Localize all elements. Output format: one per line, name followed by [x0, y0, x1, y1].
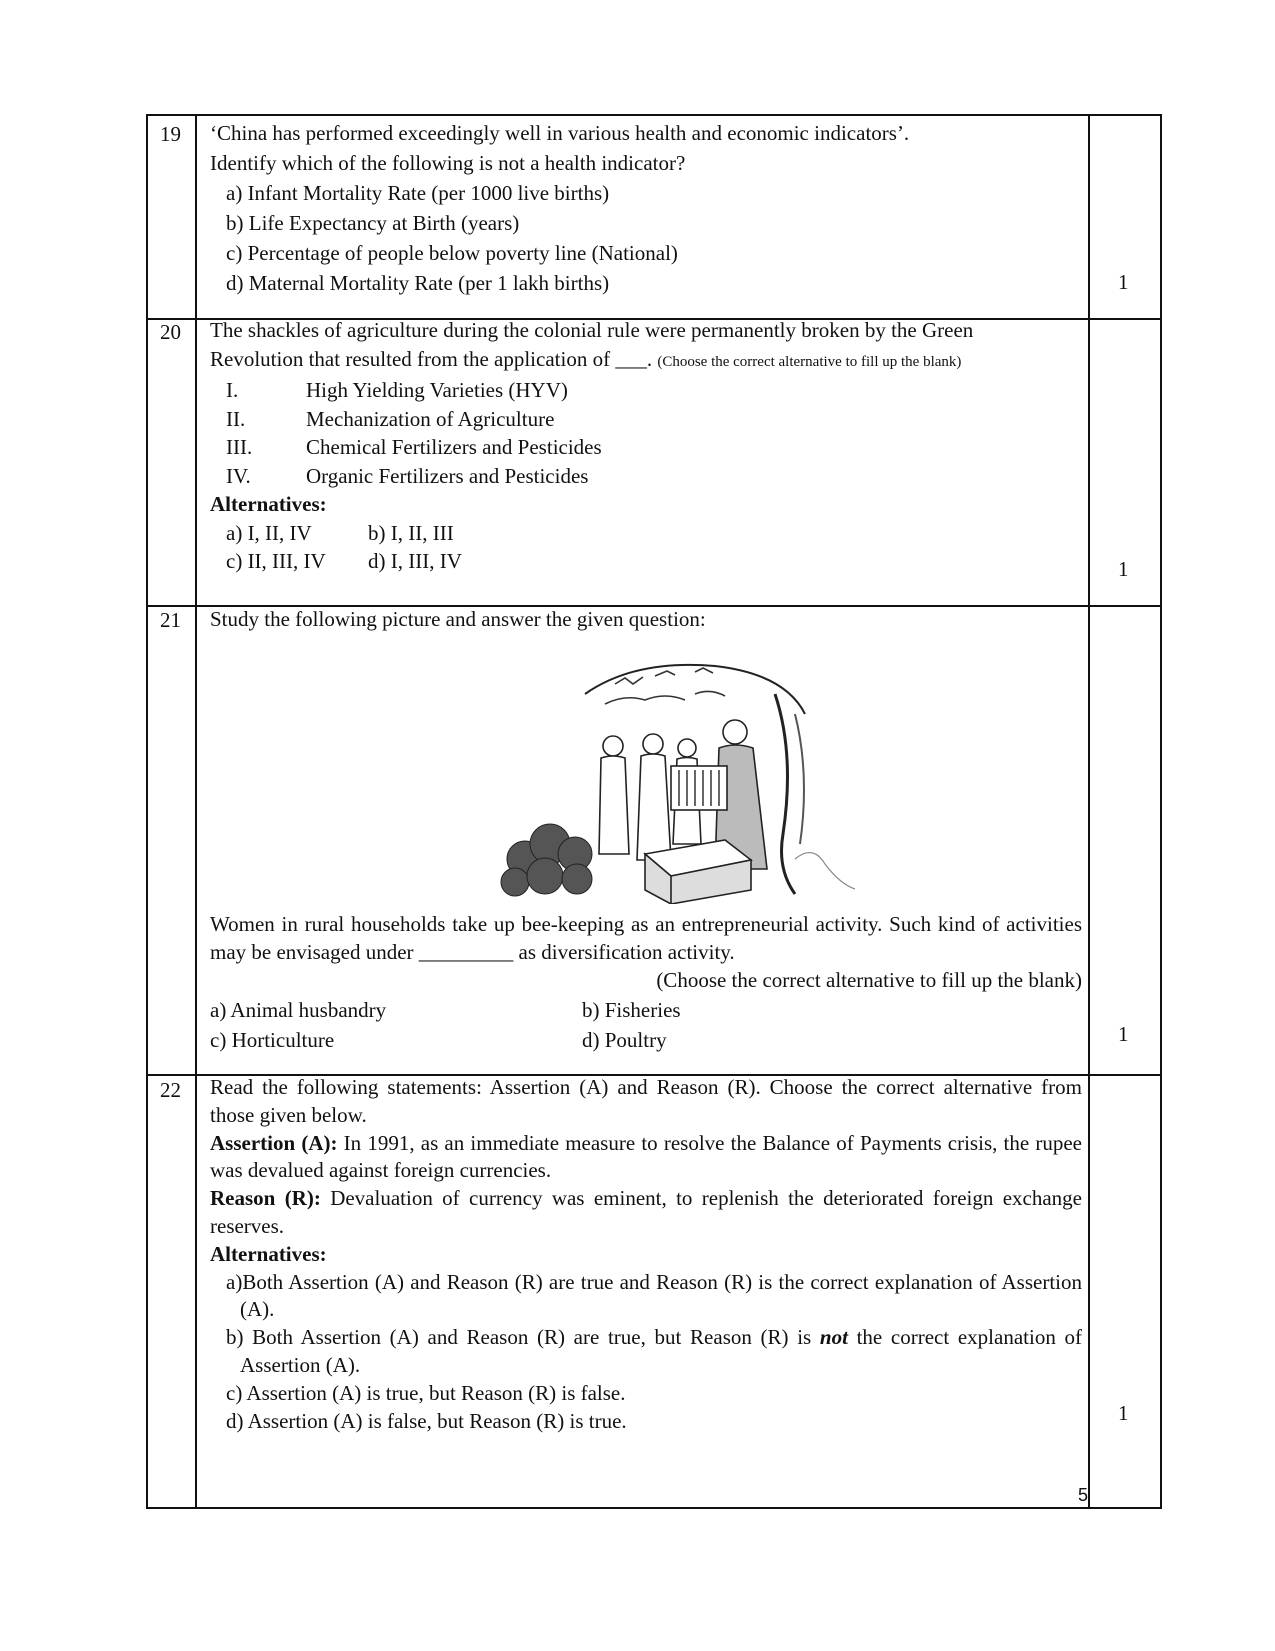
alternatives-row: a) I, II, IV b) I, II, III	[226, 520, 454, 545]
question-stem: Identify which of the following is not a health indicator?	[210, 151, 686, 175]
option-d: d) Maternal Mortality Rate (per 1 lakh births)	[226, 271, 610, 295]
marks: 1	[1118, 1022, 1129, 1046]
option-a: a)Both Assertion (A) and Reason (R) are true and Reason (R) is the correct explanation of Assertion (A).	[226, 1269, 1082, 1322]
option-c: c) Percentage of people below poverty line (National)	[226, 241, 678, 265]
question-stem: ‘China has performed exceedingly well in various health and economic indicators’.	[210, 121, 910, 145]
question-21	[210, 910, 1082, 1054]
alternatives-heading: Alternatives:	[210, 492, 327, 516]
marks: 1	[1118, 557, 1129, 581]
question-stem: Revolution that resulted from the application of ___.	[210, 346, 658, 371]
question-passage: Women in rural households take up bee-keeping as an entrepreneurial activity. Such kind of activities may be envisaged under _________ as diversification activity.	[210, 912, 1082, 964]
question-stem: Study the following picture and answer the given question:	[210, 607, 706, 631]
option-c: c) Assertion (A) is true, but Reason (R) is false.	[226, 1380, 626, 1405]
page-number: 5	[1078, 1485, 1089, 1505]
options-row	[210, 1026, 1082, 1054]
instruction-note: (Choose the correct alternative to fill up the blank)	[656, 968, 1082, 992]
question-number: 21	[160, 608, 181, 632]
option-b: b) Life Expectancy at Birth (years)	[226, 211, 520, 235]
option-c: c) Horticulture	[210, 1028, 335, 1052]
bee-keeping-illustration	[495, 654, 875, 904]
question-number: 22	[160, 1078, 181, 1102]
question-number: 20	[160, 320, 181, 344]
assertion: Assertion (A): In 1991, as an immediate measure to resolve the Balance of Payments crisis, the rupee was devalued against foreign currencies.	[210, 1130, 1082, 1183]
options-row	[210, 996, 1082, 1024]
marks: 1	[1118, 1401, 1129, 1425]
list-item: I. High Yielding Varieties (HYV)	[226, 378, 568, 402]
instruction-note: (Choose the correct alternative to fill up the blank)	[657, 353, 962, 370]
question-19	[210, 118, 1082, 298]
list-item: III. Chemical Fertilizers and Pesticides	[226, 435, 602, 459]
column-divider	[1088, 114, 1090, 1507]
option-b: b) Fisheries	[582, 998, 681, 1022]
reason: Reason (R): Devaluation of currency was eminent, to replenish the deteriorated foreign exchange reserves.	[210, 1186, 1083, 1238]
list-item: II. Mechanization of Agriculture	[226, 406, 555, 431]
question-22	[210, 1074, 1082, 1435]
marks: 1	[1118, 270, 1129, 294]
question-stem: The shackles of agriculture during the colonial rule were permanently broken by the Green	[210, 318, 974, 342]
question-21-stem	[210, 604, 1082, 634]
question-20	[210, 316, 1082, 576]
option-a: a) Animal husbandry	[210, 998, 387, 1022]
option-d: d) Poultry	[582, 1028, 667, 1052]
question-stem: Read the following statements: Assertion (A) and Reason (R). Choose the correct alternative from those given below.	[210, 1075, 1082, 1127]
option-d: d) Assertion (A) is false, but Reason (R) is true.	[226, 1408, 627, 1433]
question-table	[146, 114, 1160, 1507]
alternatives-heading: Alternatives:	[210, 1241, 327, 1266]
question-number: 19	[160, 122, 181, 146]
option-b: b) Both Assertion (A) and Reason (R) are true, but Reason (R) is not the correct explanation of Assertion (A).	[226, 1325, 1082, 1377]
list-item: IV. Organic Fertilizers and Pesticides	[226, 463, 589, 488]
alternatives-row: c) II, III, IV d) I, III, IV	[226, 549, 462, 573]
option-a: a) Infant Mortality Rate (per 1000 live births)	[226, 181, 610, 205]
column-divider	[195, 114, 197, 1507]
